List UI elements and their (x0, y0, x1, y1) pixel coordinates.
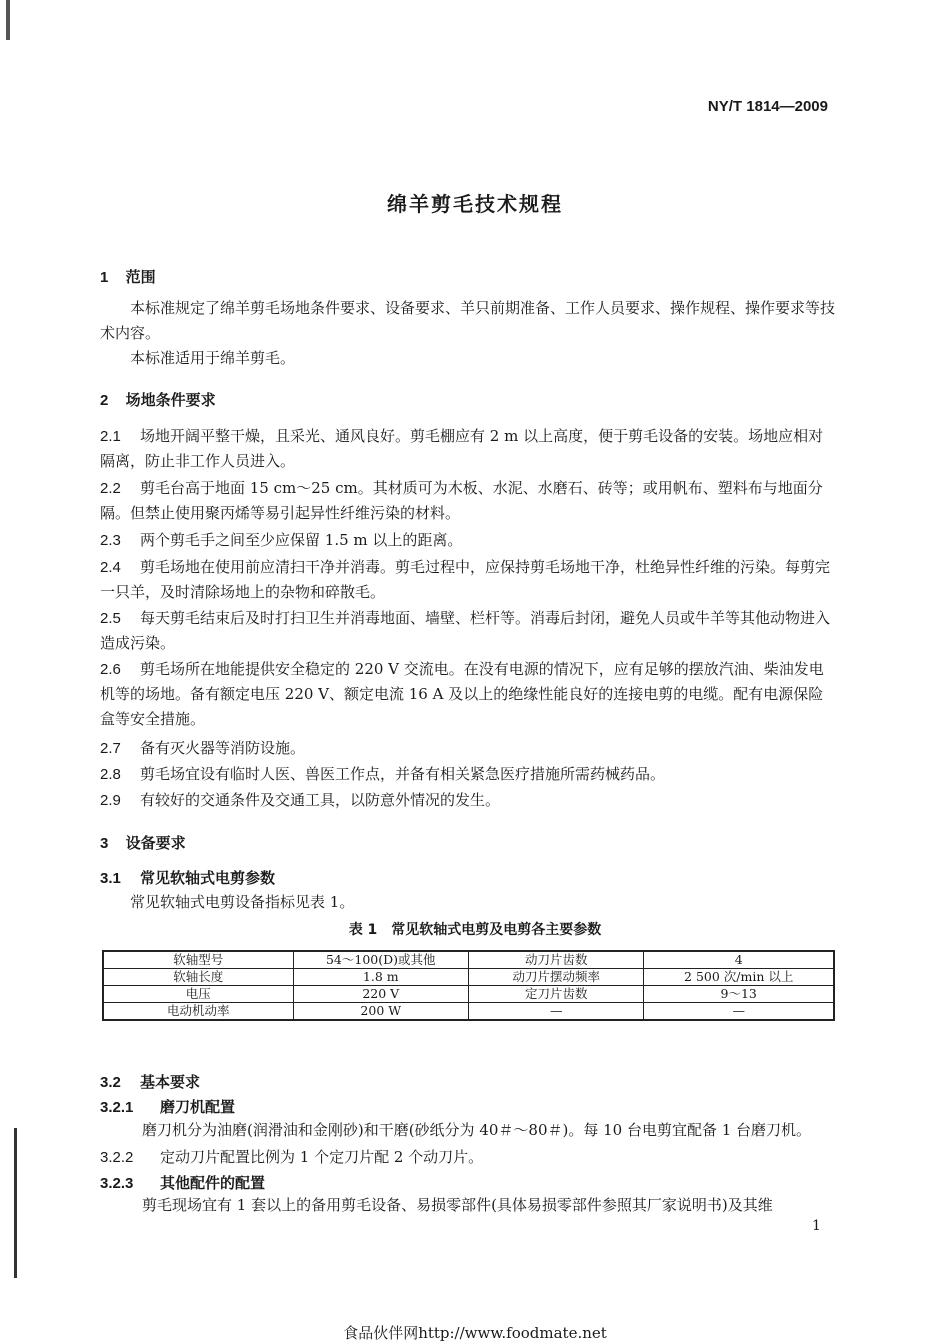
clause-number: 2.9 (100, 792, 121, 809)
clause-number: 2.7 (100, 740, 121, 757)
section-number: 2 (100, 392, 109, 409)
subsection-number: 3.2 (100, 1074, 121, 1091)
scan-margin-line (14, 1128, 17, 1278)
clause-2-2 (100, 476, 835, 526)
clause-3-2-2 (100, 1145, 835, 1170)
clause-number: 2.2 (100, 480, 121, 497)
clause-text: 剪毛场宜设有临时人医、兽医工作点，并备有相关紧急医疗措施所需药械药品。 (140, 765, 666, 783)
clause-2-6 (100, 657, 835, 732)
standard-code: NY/T 1814—2009 (707, 98, 828, 115)
subsection-title: 其他配件的配置 (160, 1174, 266, 1192)
clause-text: 剪毛台高于地面 15 cm～25 cm。其材质可为木板、水泥、水磨石、砖等；或用帆布、塑料布与地面分隔。但禁止使用聚丙烯等易引起异性纤维污染的材料。 (100, 479, 823, 522)
scan-edge-mark (6, 0, 10, 40)
clause-2-7 (100, 736, 835, 761)
footer-watermark: 食品伙伴网http://www.foodmate.net (343, 1324, 607, 1342)
table-row (103, 969, 834, 986)
table-cell: — (468, 1003, 643, 1021)
section-title: 设备要求 (125, 834, 186, 852)
parameters-table (102, 950, 835, 1021)
clause-2-4 (100, 555, 835, 605)
paragraph: 常见软轴式电剪设备指标见表 1。 (130, 893, 355, 911)
table-cell: 动刀片摆动频率 (468, 969, 643, 986)
subsection-title: 磨刀机配置 (160, 1098, 236, 1116)
table-cell: 1.8 m (293, 969, 468, 986)
table-cell: 软轴长度 (103, 969, 293, 986)
table-cell: 9～13 (644, 986, 834, 1003)
clause-text: 剪毛场地在使用前应清扫干净并消毒。剪毛过程中，应保持剪毛场地干净，杜绝异性纤维的污染。每剪完一只羊，及时清除场地上的杂物和碎散毛。 (100, 558, 831, 601)
subsection-3-2-heading (100, 1071, 200, 1092)
table-cell: 54～100(D)或其他 (293, 951, 468, 969)
section-number: 1 (100, 269, 109, 286)
clause-number: 3.2.2 (100, 1149, 134, 1166)
table-caption: 表 1 常见软轴式电剪及电剪各主要参数 (348, 922, 602, 938)
paragraph: 磨刀机分为油磨(润滑油和金刚砂)和干磨(砂纸分为 40＃～80＃)。每 10 台电剪宜配备 1 台磨刀机。 (142, 1121, 812, 1139)
table-row (103, 986, 834, 1003)
table-cell: 定刀片齿数 (468, 986, 643, 1003)
table-row (103, 951, 834, 969)
table-row (103, 1003, 834, 1021)
clause-text: 场地开阔平整干燥，且采光、通风良好。剪毛棚应有 2 m 以上高度，便于剪毛设备的安装。场地应相对隔离，防止非工作人员进入。 (100, 427, 824, 470)
table-cell: 2 500 次/min 以上 (644, 969, 834, 986)
clause-number: 2.5 (100, 610, 121, 627)
table-cell: 电压 (103, 986, 293, 1003)
subsection-3-2-1-heading (100, 1096, 235, 1117)
clause-2-9 (100, 788, 835, 813)
paragraph: 本标准适用于绵羊剪毛。 (130, 349, 296, 367)
subsection-title: 常见软轴式电剪参数 (140, 869, 276, 887)
clause-2-1 (100, 424, 835, 474)
subsection-3-1-heading (100, 867, 275, 888)
clause-2-8 (100, 762, 835, 787)
subsection-title: 基本要求 (140, 1073, 201, 1091)
table-cell: 动刀片齿数 (468, 951, 643, 969)
page-title: 绵羊剪毛技术规程 (387, 192, 563, 216)
table-cell: 200 W (293, 1003, 468, 1021)
clause-2-5 (100, 606, 835, 656)
paragraph: 本标准规定了绵羊剪毛场地条件要求、设备要求、羊只前期准备、工作人员要求、操作规程、操作要求等技术内容。 (100, 299, 836, 342)
section-1-heading (100, 266, 156, 287)
section-3-heading (100, 832, 186, 853)
clause-number: 2.6 (100, 661, 121, 678)
table-cell: 4 (644, 951, 834, 969)
section-2-heading (100, 389, 216, 410)
subsection-number: 3.2.3 (100, 1175, 134, 1192)
clause-text: 每天剪毛结束后及时打扫卫生并消毒地面、墙壁、栏杆等。消毒后封闭，避免人员或牛羊等其他动物进入造成污染。 (100, 609, 831, 652)
clause-2-3 (100, 528, 835, 553)
clause-text: 有较好的交通条件及交通工具，以防意外情况的发生。 (140, 791, 501, 809)
section-title: 场地条件要求 (125, 391, 216, 409)
subsection-3-2-3-heading (100, 1172, 265, 1193)
clause-text: 两个剪毛手之间至少应保留 1.5 m 以上的距离。 (140, 531, 463, 549)
clause-number: 2.4 (100, 559, 121, 576)
table-cell: 电动机动率 (103, 1003, 293, 1021)
table-cell: — (644, 1003, 834, 1021)
section-title: 范围 (125, 268, 156, 286)
clause-number: 2.1 (100, 428, 121, 445)
subsection-number: 3.2.1 (100, 1099, 134, 1116)
clause-number: 2.3 (100, 532, 121, 549)
page-number: 1 (812, 1218, 821, 1234)
table-cell: 软轴型号 (103, 951, 293, 969)
table-cell: 220 V (293, 986, 468, 1003)
subsection-number: 3.1 (100, 870, 121, 887)
clause-text: 剪毛场所在地能提供安全稳定的 220 V 交流电。在没有电源的情况下，应有足够的摆放汽油、柴油发电机等的场地。备有额定电压 220 V、额定电流 16 A 及以上的绝缘性能良好的连接电剪的电缆。配有电源保险盒等安全措施。 (100, 660, 824, 728)
paragraph: 剪毛现场宜有 1 套以上的备用剪毛设备、易损零部件(具体易损零部件参照其厂家说明书)及其维 (142, 1196, 773, 1214)
section-number: 3 (100, 835, 109, 852)
clause-text: 定动刀片配置比例为 1 个定刀片配 2 个动刀片。 (160, 1148, 484, 1166)
clause-number: 2.8 (100, 766, 121, 783)
clause-text: 备有灭火器等消防设施。 (140, 739, 306, 757)
